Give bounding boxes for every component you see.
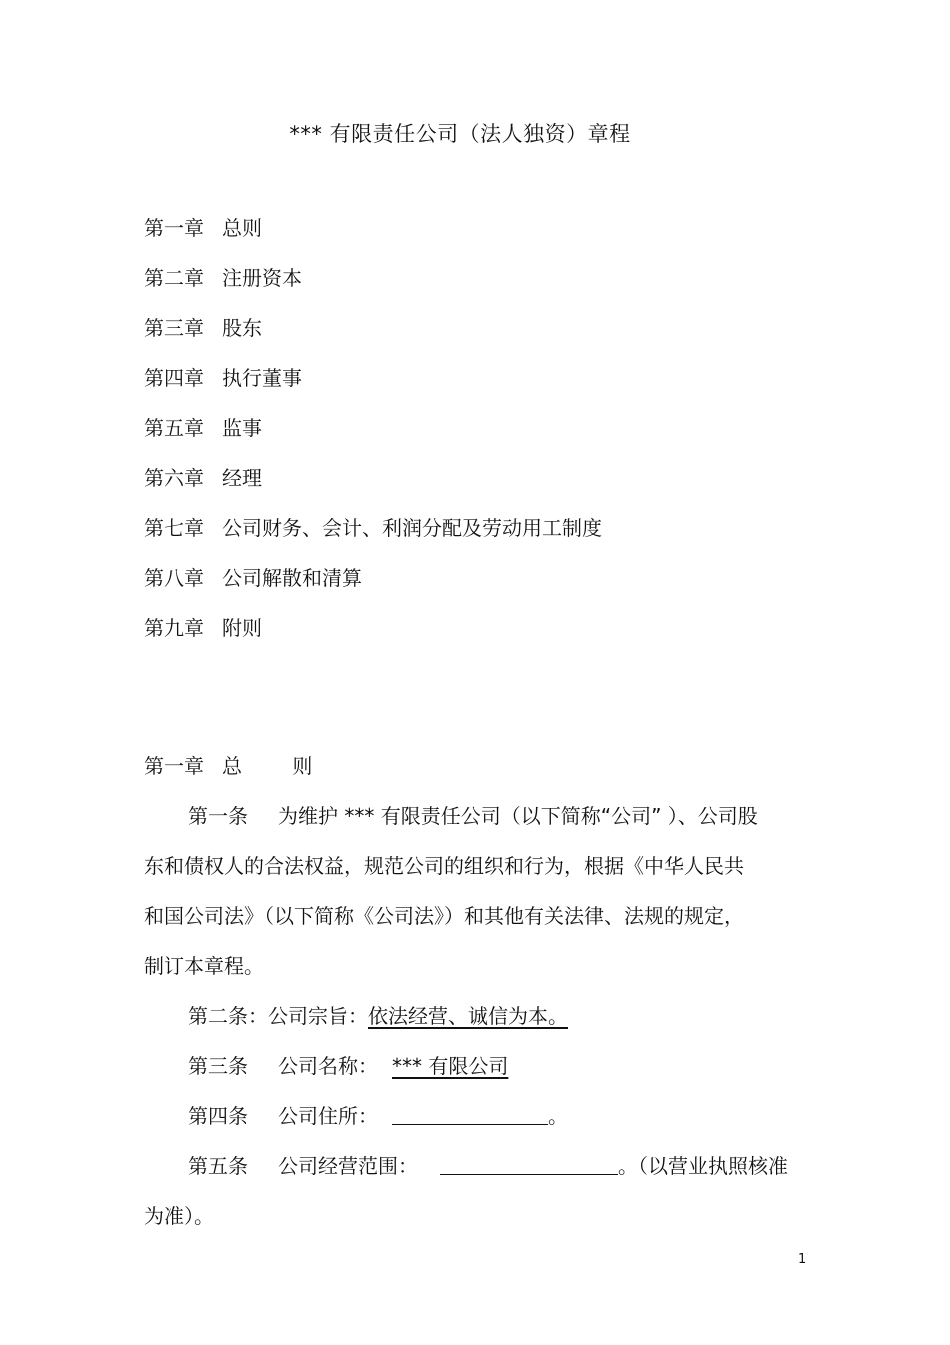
toc-chapter-number: 第一章 [144,216,204,240]
page-number: 1 [798,1252,807,1267]
article-number: 第四条 [188,1104,248,1128]
article-4-blank [392,1102,548,1125]
toc-chapter-number: 第三章 [144,316,204,340]
toc-item [144,564,602,614]
toc-chapter-number: 第四章 [144,366,204,390]
toc-chapter-number: 第七章 [144,516,204,540]
article-number: 第五条 [188,1154,248,1178]
article-5-label: 公司经营范围： [278,1154,418,1178]
article-text: 为维护 *** 有限责任公司（以下简称“公司” ）、公司股 [278,804,758,828]
toc-item [144,364,602,414]
article-3-line [188,1050,508,1079]
article-4-label: 公司住所： [278,1104,378,1128]
article-3-label: 公司名称： [278,1054,378,1078]
article-number: 第三条 [188,1054,248,1078]
article-1-line-1 [188,800,758,829]
article-3-value: *** 有限公司 [392,1054,509,1078]
toc-item [144,214,602,264]
toc-item [144,414,602,464]
chapter-heading [144,750,334,779]
toc-chapter-number: 第六章 [144,466,204,490]
toc-chapter-number: 第九章 [144,616,204,640]
table-of-contents [144,214,602,664]
toc-chapter-name: 附则 [222,616,262,640]
toc-item [144,514,602,564]
toc-chapter-name: 公司财务、会计、利润分配及劳动用工制度 [222,516,602,540]
toc-item [144,464,602,514]
chapter-number: 第一章 [144,754,204,778]
article-number: 第一条 [188,804,248,828]
toc-chapter-name: 经理 [222,466,262,490]
article-4-suffix: 。 [548,1104,568,1128]
article-5-blank [440,1152,618,1175]
article-1-line-2: 东和债权人的合法权益，规范公司的组织和行为，根据《中华人民共 [144,854,744,878]
toc-chapter-name: 公司解散和清算 [222,566,362,590]
document-title: *** 有限责任公司（法人独资）章程 [289,122,631,146]
toc-chapter-number: 第五章 [144,416,204,440]
article-5-line-2: 为准）。 [144,1204,214,1228]
article-2-line [188,1000,596,1029]
toc-chapter-number: 第八章 [144,566,204,590]
toc-chapter-name: 总则 [222,216,262,240]
chapter-name: 总 则 [222,754,335,778]
toc-chapter-name: 监事 [222,416,262,440]
toc-item [144,614,602,664]
article-2-value: 依法经营、诚信为本。 [368,1004,568,1028]
toc-chapter-name: 注册资本 [222,266,302,290]
toc-chapter-name: 执行董事 [222,366,302,390]
toc-item [144,264,602,314]
toc-chapter-number: 第二章 [144,266,204,290]
toc-item [144,314,602,364]
toc-chapter-name: 股东 [222,316,262,340]
article-2-label: 第二条：公司宗旨： [188,1004,368,1028]
article-1-line-3: 和国公司法》（以下简称《公司法》）和其他有关法律、法规的规定， [144,904,744,928]
article-5-line-1 [188,1150,788,1179]
article-4-line [188,1100,568,1129]
article-5-suffix: 。（以营业执照核准 [618,1154,788,1178]
article-1-line-4: 制订本章程。 [144,954,264,978]
